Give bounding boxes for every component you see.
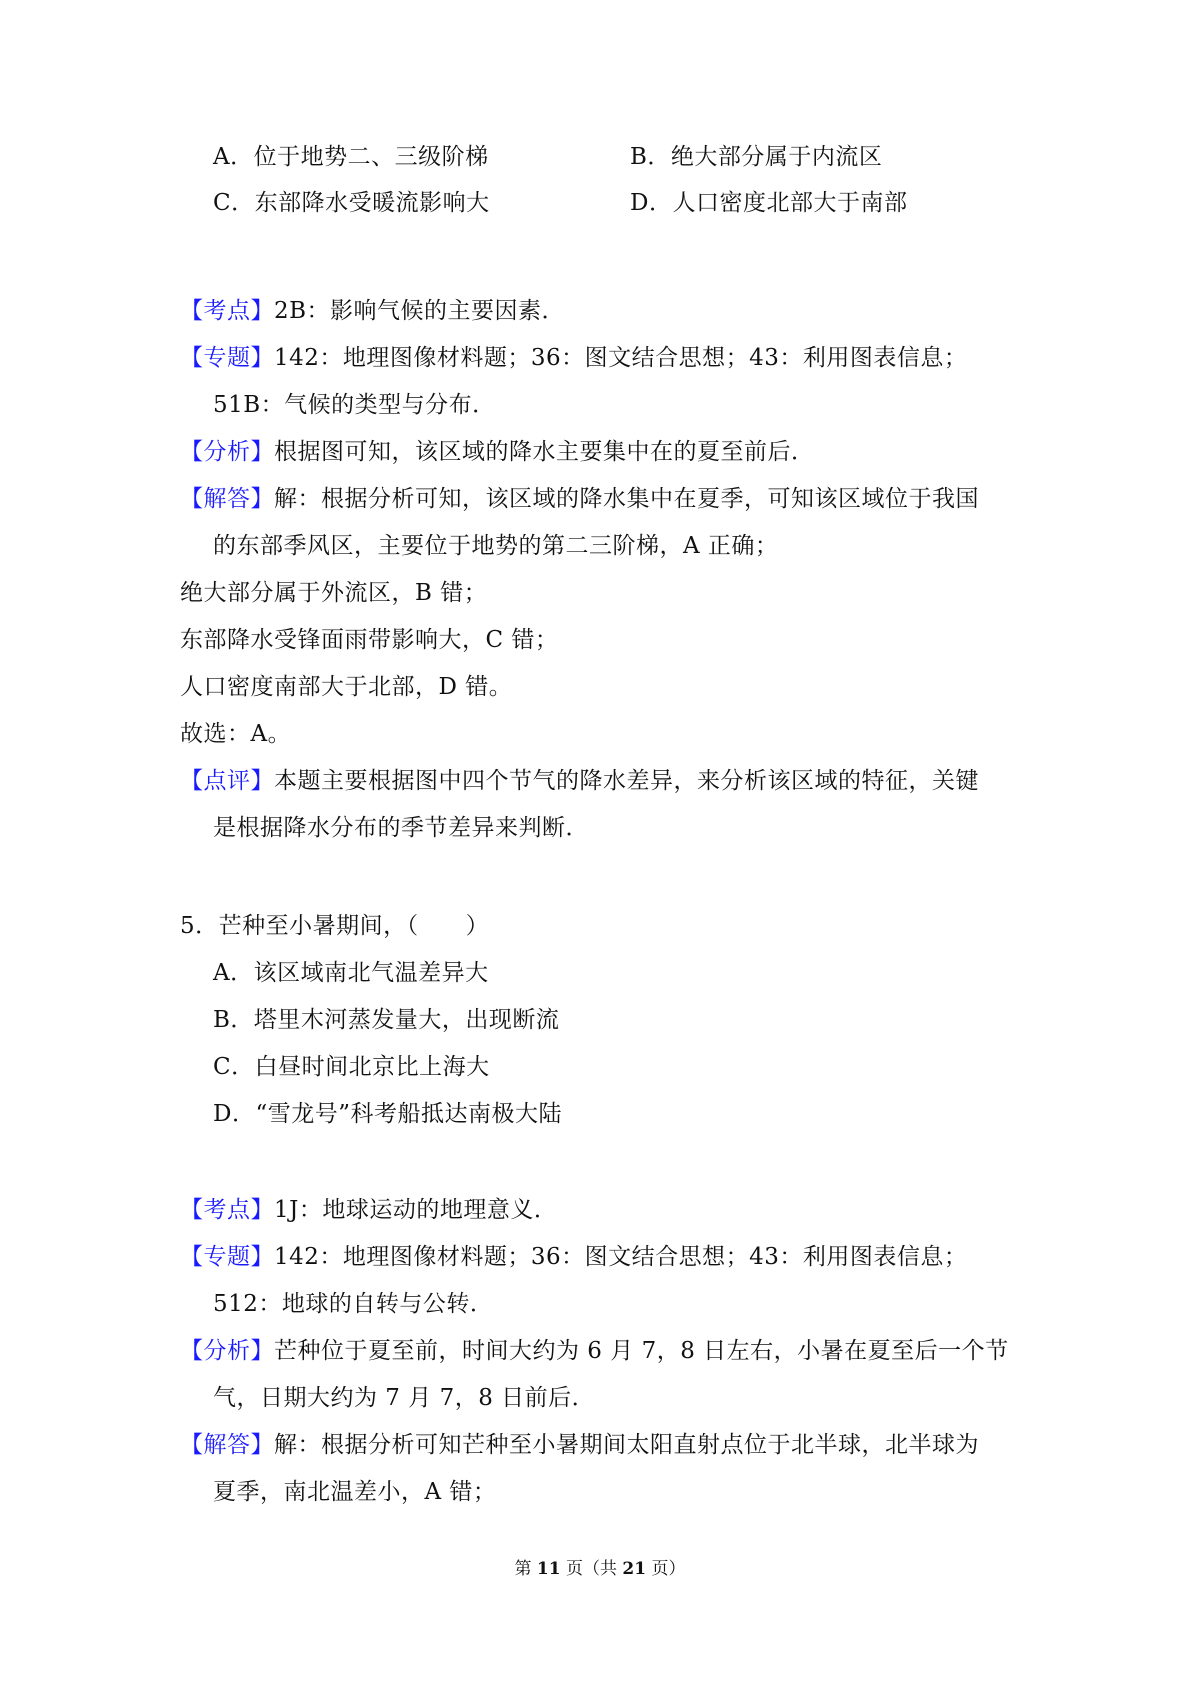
q4-dianping xyxy=(180,766,979,796)
q5-zhuanti-cont: 512：地球的自转与公转． xyxy=(213,1291,494,1317)
q4-jieda xyxy=(180,484,979,514)
q4-fenxi xyxy=(180,437,815,467)
dianping-text: 本题主要根据图中四个节气的降水差异，来分析该区域的特征，关键 xyxy=(274,768,979,794)
q5-option-d: D．“雪龙号”科考船抵达南极大陆 xyxy=(213,1101,562,1127)
fenxi-tag: 【分析】 xyxy=(180,1338,274,1364)
q5-option-a: A．该区域南北气温差异大 xyxy=(213,960,489,986)
page-number: 11 xyxy=(536,1559,561,1579)
page-total: 21 xyxy=(622,1559,647,1579)
q5-option-c: C．白昼时间北京比上海大 xyxy=(213,1054,490,1080)
jieda-tag: 【解答】 xyxy=(180,486,274,512)
jieda-text: 解：根据分析可知，该区域的降水集中在夏季，可知该区域位于我国 xyxy=(274,486,979,512)
q5-zhuanti xyxy=(180,1242,967,1272)
q5-kaodian xyxy=(180,1195,557,1225)
q5-jieda xyxy=(180,1430,979,1460)
q5-fenxi-line2: 气，日期大约为 7 月 7，8 日前后． xyxy=(213,1385,596,1411)
footer-prefix: 第 xyxy=(514,1559,532,1579)
kaodian-text: 2B：影响气候的主要因素． xyxy=(274,298,566,324)
q5-option-b: B．塔里木河蒸发量大，出现断流 xyxy=(213,1007,560,1033)
fenxi-text: 芒种位于夏至前，时间大约为 6 月 7，8 日左右，小暑在夏至后一个节 xyxy=(274,1338,1009,1364)
fenxi-tag: 【分析】 xyxy=(180,439,274,465)
zhuanti-text: 142：地理图像材料题；36：图文结合思想；43：利用图表信息； xyxy=(274,345,968,371)
q4-jieda-line3: 绝大部分属于外流区，B 错； xyxy=(180,580,488,606)
q4-dianping-line2: 是根据降水分布的季节差异来判断． xyxy=(213,815,589,841)
jieda-tag: 【解答】 xyxy=(180,1432,274,1458)
q4-jieda-line5: 人口密度南部大于北部，D 错。 xyxy=(180,674,513,700)
zhuanti-tag: 【专题】 xyxy=(180,345,274,371)
q4-zhuanti-cont: 51B：气候的类型与分布． xyxy=(213,392,496,418)
zhuanti-tag: 【专题】 xyxy=(180,1244,274,1270)
footer-mid: 页（共 xyxy=(566,1559,617,1579)
footer-suffix: 页） xyxy=(651,1559,686,1579)
prev-option-a: A．位于地势二、三级阶梯 xyxy=(213,144,489,170)
jieda-text: 解：根据分析可知芒种至小暑期间太阳直射点位于北半球，北半球为 xyxy=(274,1432,979,1458)
prev-option-b: B．绝大部分属于内流区 xyxy=(630,144,883,170)
page-footer xyxy=(0,1558,1200,1580)
q5-fenxi xyxy=(180,1336,1009,1366)
dianping-tag: 【点评】 xyxy=(180,768,274,794)
q4-zhuanti xyxy=(180,343,967,373)
prev-option-d: D．人口密度北部大于南部 xyxy=(630,190,908,216)
kaodian-text: 1J：地球运动的地理意义． xyxy=(274,1197,558,1223)
q4-jieda-line4: 东部降水受锋面雨带影响大，C 错； xyxy=(180,627,559,653)
prev-option-c: C．东部降水受暖流影响大 xyxy=(213,190,490,216)
kaodian-tag: 【考点】 xyxy=(180,298,274,324)
kaodian-tag: 【考点】 xyxy=(180,1197,274,1223)
q5-jieda-line2: 夏季，南北温差小，A 错； xyxy=(213,1479,497,1505)
zhuanti-text: 142：地理图像材料题；36：图文结合思想；43：利用图表信息； xyxy=(274,1244,968,1270)
q4-kaodian xyxy=(180,296,565,326)
fenxi-text: 根据图可知，该区域的降水主要集中在的夏至前后． xyxy=(274,439,815,465)
q5-stem: 5．芒种至小暑期间，（ ） xyxy=(180,913,490,939)
q4-jieda-line2: 的东部季风区，主要位于地势的第二三阶梯，A 正确； xyxy=(213,533,779,559)
q4-answer: 故选：A。 xyxy=(180,721,292,747)
